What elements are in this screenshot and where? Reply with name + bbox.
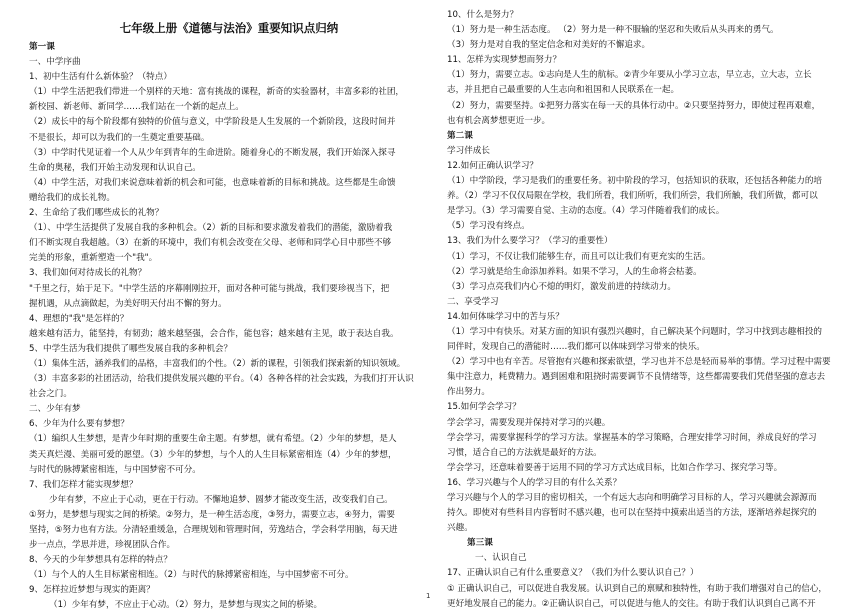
text-line: 越来越有活力，能坚持，有韧劲；越来越坚强，会合作，能包容；越来越有主见，敢于表达自我。 xyxy=(29,328,399,339)
text-line: （1）努力是一种生活态度。 （2）努力是一种不服输的坚忍和失败后从头再来的勇气。 xyxy=(447,25,779,36)
text-line: 16、学习兴趣与个人的学习目的有什么关系？ xyxy=(447,477,622,488)
text-line: 与时代的脉搏紧密相连，与中国梦密不可分。 xyxy=(29,464,201,475)
text-line: 少年有梦，不应止于心动，更在于行动。不懈地追梦、圆梦才能改变生活，改变我们自己。 xyxy=(49,494,393,505)
text-line: （1）集体生活，涵养我们的品格，丰富我们的个性。（2）新的课程，引领我们探索新的知识领域。 xyxy=(29,358,406,369)
text-line: （1）与个人的人生目标紧密相连。（2）与时代的脉搏紧密相连，与中国梦密不可分。 xyxy=(29,570,354,581)
text-line: （3）中学时代见证着一个人从少年到青年的生命进阶。随着身心的不断发展，我们开始深入探寻 xyxy=(29,147,396,158)
text-line: 坚持，⑤努力也有方法。分清轻重缓急，合理规划和管理时间，劳逸结合，学会科学用脑，每天进 xyxy=(29,525,398,535)
text-line: 9、怎样拉近梦想与现实的距离？ xyxy=(29,585,155,596)
text-line: 学会学习，需要掌握科学的学习方法。掌握基本的学习策略，合理安排学习时间，养成良好的学习 xyxy=(447,432,817,443)
text-line: 社会之门。 xyxy=(29,389,72,400)
text-line: 5、中学生活为我们提供了哪些发展自我的多种机会？ xyxy=(29,343,233,354)
text-line: （1）编织人生梦想，是青少年时期的重要生命主题。有梦想，就有希望。（2）少年的梦想，是人 xyxy=(29,434,397,445)
text-line: 也有机会离梦想更近一步。 xyxy=(447,115,551,126)
text-line: （1）学习，不仅让我们能够生存，而且可以让我们有更充实的生活。 xyxy=(447,251,711,262)
text-line: 10、什么是努力？ xyxy=(447,10,519,20)
text-line: 11、怎样为实现梦想而努力？ xyxy=(447,55,562,66)
text-line: 一、认识自己 xyxy=(475,553,527,564)
text-line: "千里之行，始于足下。"中学生活的序幕刚刚拉开，面对各种可能与挑战，我们要珍视当下，把 xyxy=(29,283,390,294)
text-line: （2）成长中的每个阶段都有独特的价值与意义，中学阶段是人生发展的一个新阶段，这段时间并 xyxy=(29,117,396,128)
text-line: （5）学习没有终点。 xyxy=(447,221,530,232)
text-line: 们不断实现自我超越。（3）在新的环境中，我们有机会改变在父母、老师和同学心目中那些不够 xyxy=(29,238,392,249)
text-line: 学习兴趣与个人的学习目的密切相关，一个有远大志向和明确学习目标的人，学习兴趣就会源源而 xyxy=(447,493,817,503)
text-line: 学习伴成长 xyxy=(447,145,490,156)
text-line: 17、正确认识自己有什么重要意义？（我们为什么要认识自己？） xyxy=(447,568,699,579)
text-line: 第二课 xyxy=(447,130,473,141)
text-line: （3）努力是对自我的坚定信念和对美好的不懈追求。 xyxy=(447,40,651,51)
text-line: 同伴时，发现自己的潜能时……我们都可以体味到学习带来的快乐。 xyxy=(447,342,705,353)
text-line: （3）学习点亮我们内心不熄的明灯，激发前进的持续动力。 xyxy=(447,281,676,292)
text-line: 步一点点，学思并进，珍视团队合作。 xyxy=(29,540,176,551)
text-line: （1）中学生活把我们带进一个别样的天地：富有挑战的课程，新奇的实验器材，丰富多彩的社团， xyxy=(29,87,405,98)
text-line: 生命的奥秘，我们开始主动发现和认识自己。 xyxy=(29,162,201,173)
text-line: 养。（2）学习不仅仅局限在学校，我们所看，我们所听，我们所尝，我们所触，我们所做，都可以 xyxy=(447,191,818,202)
text-line: 不是很长，却可以为我们的一生奠定重要基础。 xyxy=(29,132,210,143)
text-line: ①努力，是梦想与现实之间的桥梁。②努力，是一种生活态度，③努力，需要立志，④努力，需要 xyxy=(29,509,395,520)
text-line: 类天真烂漫、美丽可爱的愿望。（3）少年的梦想，与个人的人生目标紧密相连（4）少年的梦想， xyxy=(29,449,397,460)
text-line: 兴趣。 xyxy=(447,523,473,534)
text-line: （1）中学阶段，学习是我们的重要任务。初中阶段的学习，包括知识的获取，还包括各种能力的培 xyxy=(447,176,823,187)
text-line: （1）少年有梦，不应止于心动。（2）努力，是梦想与现实之间的桥梁。 xyxy=(49,600,323,611)
text-line: （4）中学生活，对我们来说意味着新的机会和可能，也意味着新的目标和挑战。这些都是生命馈 xyxy=(29,177,396,188)
text-line: （1）努力，需要立志。①志向是人生的航标。②青少年要从小学习立志，早立志，立大志，立长 xyxy=(447,70,812,81)
text-line: 二、少年有梦 xyxy=(29,404,81,415)
left-column xyxy=(29,40,429,614)
text-line: 14.如何体味学习中的苦与乐？ xyxy=(447,311,564,322)
text-line: 更好地发展自己的能力。②正确认识自己，可以促进与他人的交往。有助于我们认识到自己离不开 xyxy=(447,598,816,609)
text-line: （1）、中学生活提供了发展自我的多种机会。（2）新的目标和要求激发着我们的潜能，激励着我 xyxy=(29,223,393,234)
right-column xyxy=(447,8,847,612)
text-line: 集中注意力，耗费精力。遇到困难和阻挠时需要调节不良情绪等，这些都需要我们凭借坚强的意志去 xyxy=(447,372,826,383)
text-line: 13、我们为什么要学习？（学习的重要性） xyxy=(447,236,613,247)
text-line: 1、初中生活有什么新体验？（特点） xyxy=(29,72,172,83)
text-line: 第一课 xyxy=(29,42,55,52)
page-number: 1 xyxy=(426,592,431,600)
text-line: 作出努力。 xyxy=(447,387,490,398)
text-line: （3）丰富多彩的社团活动，给我们提供发展兴趣的平台。（4）各种各样的社会实践，为我们打开认识 xyxy=(29,374,414,385)
text-line: （1）学习中有快乐。对某方面的知识有强烈兴趣时，自己解决某个问题时，学习中找到志趣相投的 xyxy=(447,326,823,337)
text-line: 赠给我们的成长礼物。 xyxy=(29,192,115,203)
text-line: 二、享受学习 xyxy=(447,296,499,307)
text-line: 第三课 xyxy=(467,538,493,549)
text-line: 8、今天的少年梦想具有怎样的特点？ xyxy=(29,555,172,566)
text-line: 志，并且把自己最重要的人生志向和祖国和人民联系在一起。 xyxy=(447,85,680,96)
document-title: 七年级上册《道德与法治》重要知识点归纳 xyxy=(119,21,339,35)
text-line: ① 正确认识自己，可以促进自我发展。认识到自己的禀赋和独特性，有助于我们增强对自己的信心， xyxy=(447,583,827,594)
text-line: 3、我们如何对待成长的礼物？ xyxy=(29,268,147,279)
text-line: 7、我们怎样才能实现梦想？ xyxy=(29,479,138,490)
text-line: 2、生命给了我们哪些成长的礼物？ xyxy=(29,208,164,219)
text-line: 一、中学序曲 xyxy=(29,57,81,68)
text-line: 习惯，适合自己的方法就是最好的方法。 xyxy=(447,447,602,458)
text-line: 学会学习，需要发现并保持对学习的兴趣。 xyxy=(447,417,611,428)
text-line: 15.如何学会学习？ xyxy=(447,402,521,413)
text-line: （2）努力，需要坚持。①把努力落实在每一天的具体行动中。②只要坚持努力，即使过程再艰难， xyxy=(447,100,821,111)
text-line: 完美的形象，重新塑造一个"我"。 xyxy=(29,253,158,264)
text-line: 新校园、新老师、新同学……我们站在一个新的起点上。 xyxy=(29,102,244,113)
text-line: 6、少年为什么要有梦想？ xyxy=(29,419,129,430)
text-line: 握机遇，从点滴做起，为美好明天付出不懈的努力。 xyxy=(29,298,227,309)
text-line: （2）学习就是给生命添加养料。如果不学习，人的生命将会枯萎。 xyxy=(447,266,702,277)
text-line: 12.如何正确认识学习？ xyxy=(447,160,539,171)
text-line: （2）学习中也有辛苦。尽管抱有兴趣和探索欲望，学习也并不总是轻而易举的事情。学习过程中需要 xyxy=(447,357,831,368)
text-line: 4、理想的"我"是怎样的？ xyxy=(29,313,129,324)
text-line: 学会学习，还意味着要善于运用不同的学习方式达成目标，比如合作学习、探究学习等。 xyxy=(447,462,783,473)
text-line: 持久。即使对有些科目内容暂时不感兴趣，也可以在坚持中摸索出适当的方法，逐渐培养起探究的 xyxy=(447,508,817,519)
text-line: 是学习。（3）学习需要自觉、主动的态度。（4）学习伴随着我们的成长。 xyxy=(447,206,725,217)
